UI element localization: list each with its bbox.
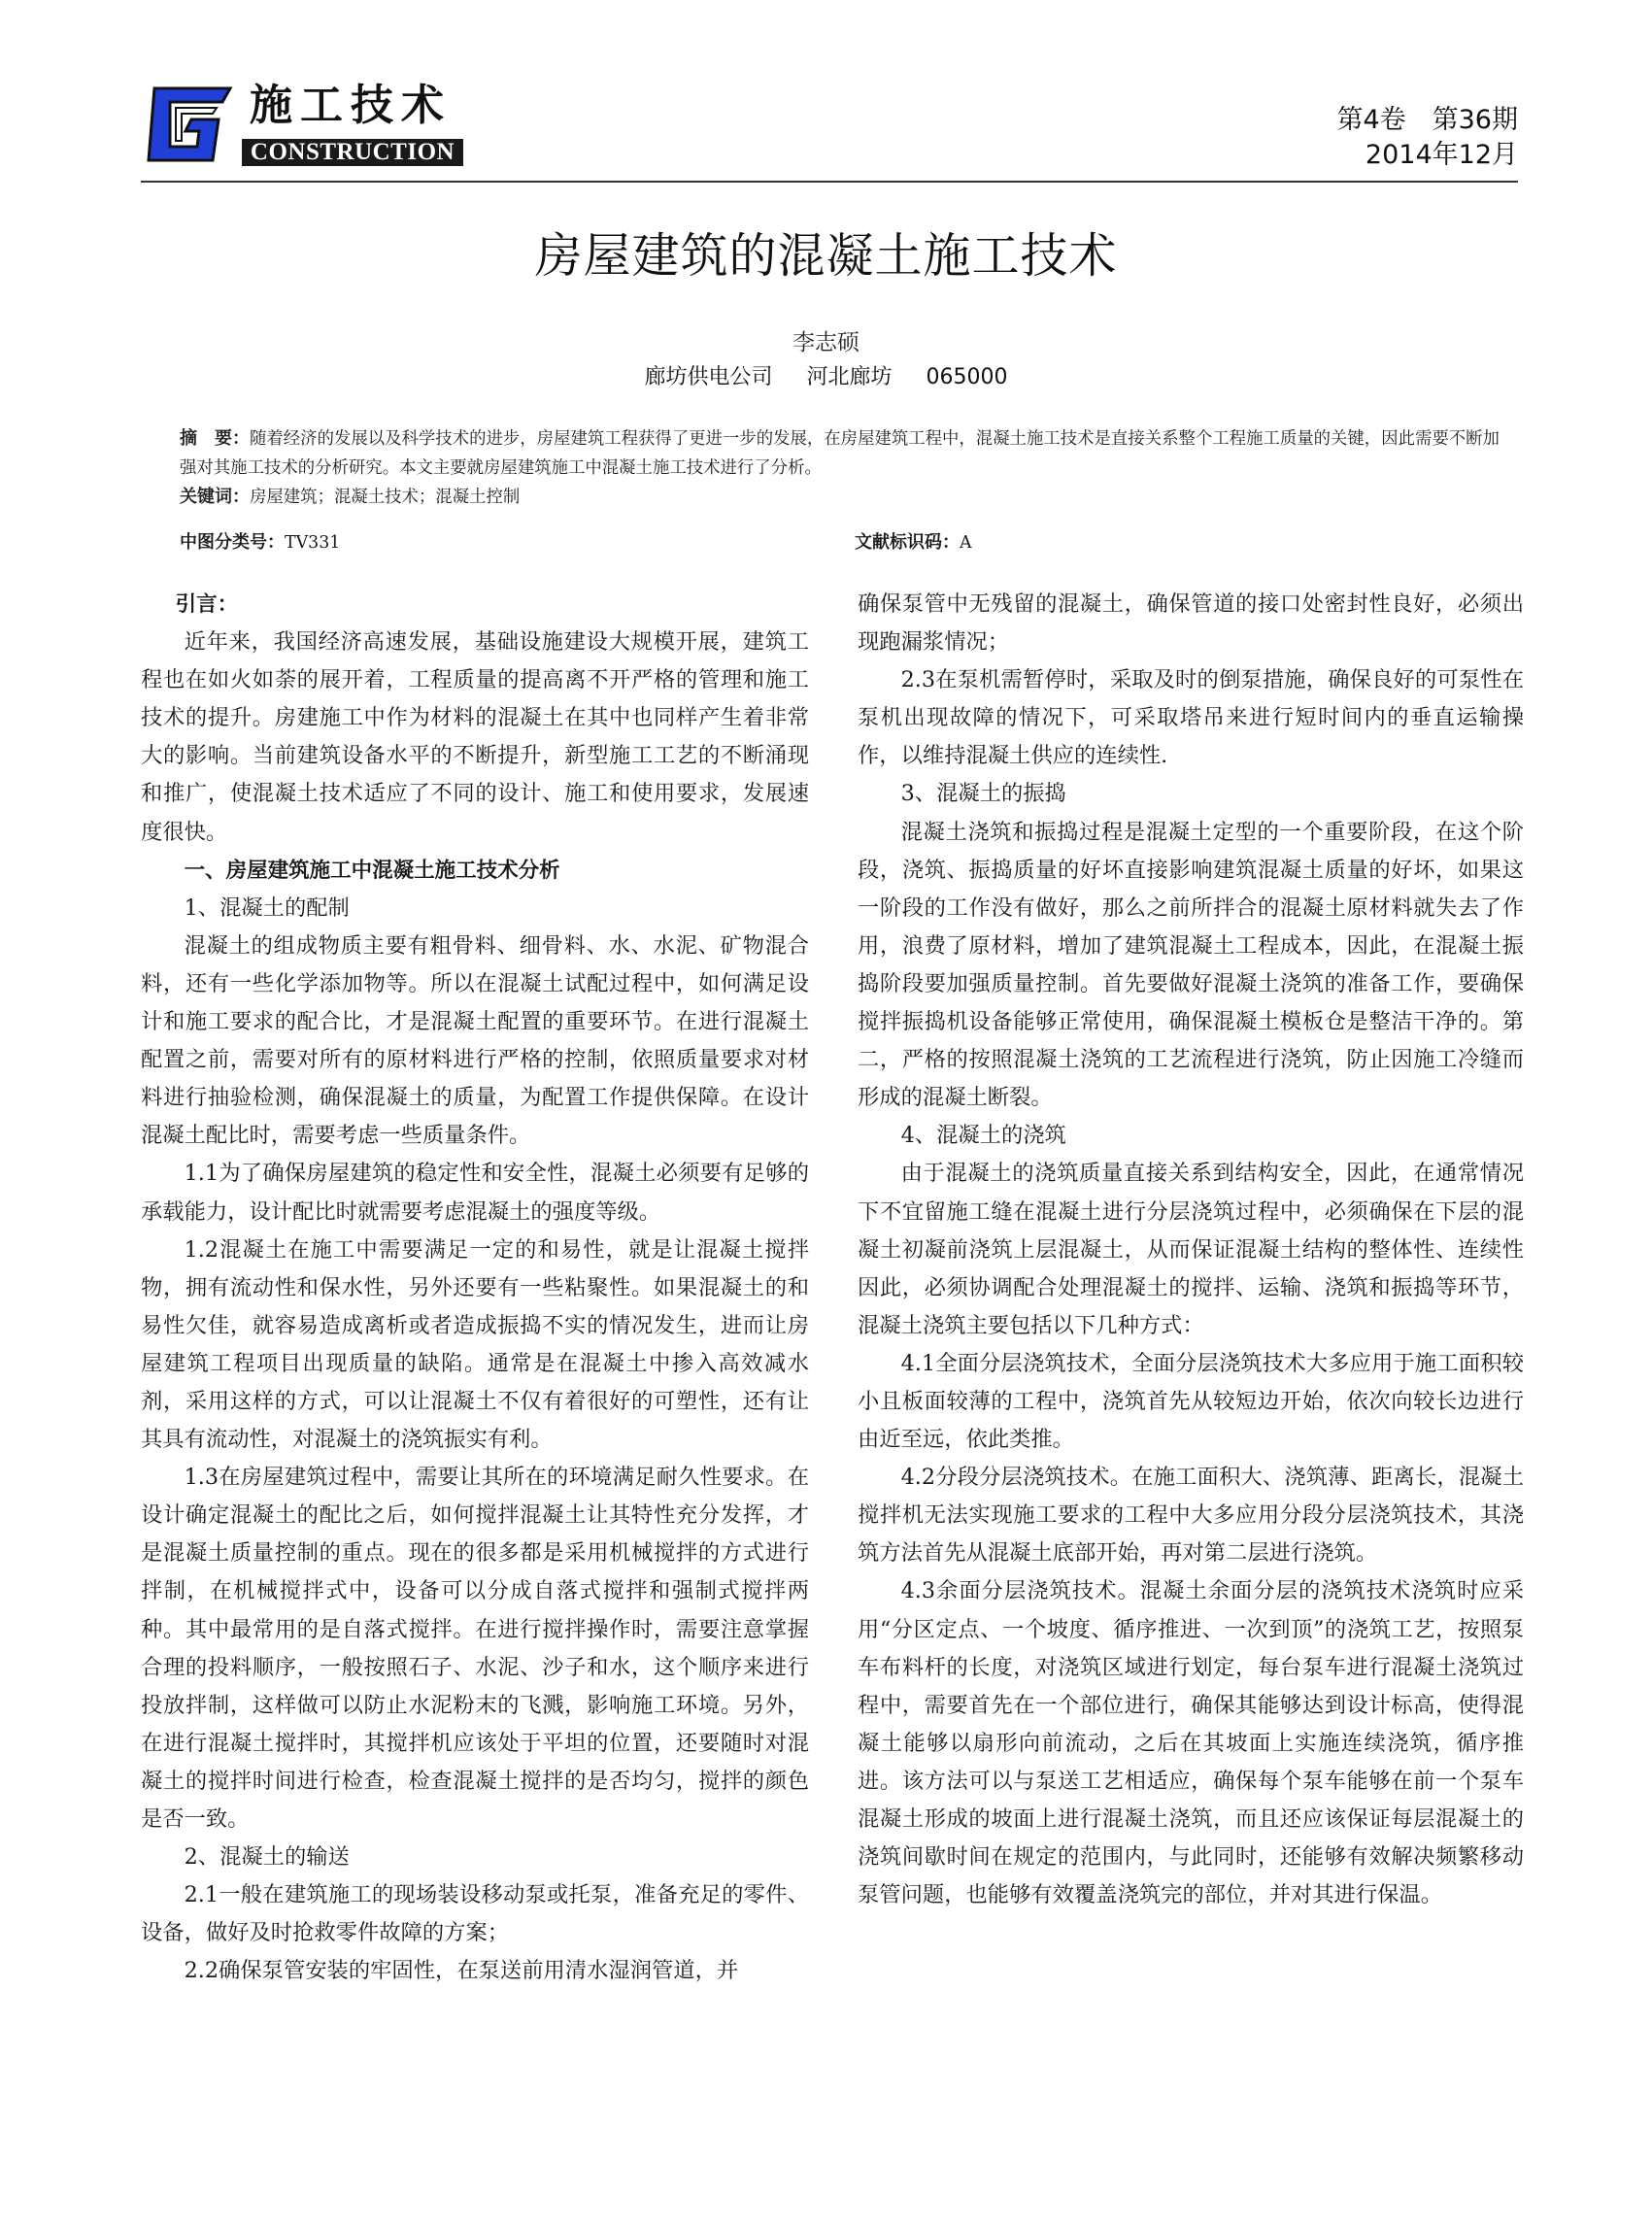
- author-affiliation: [0, 360, 1652, 390]
- section-heading: 一、房屋建筑施工中混凝土施工技术分析: [184, 858, 560, 883]
- issue-date: 2014年12月: [1365, 140, 1518, 170]
- body-paragraph: 1.3在房屋建筑过程中，需要让其所在的环境满足耐久性要求。在设计确定混凝土的配比之后，如何搅拌混凝土让其特性充分发挥，才是混凝土质量控制的重点。现在的很多都是采用机械搅拌的方式进行拌制，在机械搅拌式中，设备可以分成自落式搅拌和强制式搅拌两种。其中最常用的是自落式搅拌。在进行搅拌操作时，需要注意掌握合理的投料顺序，一般按照石子、水泥、沙子和水，这个顺序来进行投放拌制，这样做可以防止水泥粉末的飞溅，影响施工环境。另外，在进行混凝土搅拌时，其搅拌机应该处于平坦的位置，还要随时对混凝土的搅拌时间进行检查，检查混凝土搅拌的是否均匀，搅拌的颜色是否一致。: [141, 1465, 809, 1832]
- body-paragraph: 1.2混凝土在施工中需要满足一定的和易性，就是让混凝土搅拌物，拥有流动性和保水性，另外还要有一些粘聚性。如果混凝土的和易性欠佳，就容易造成离析或者造成振捣不实的情况发生，进而让房屋建筑工程项目出现质量的缺陷。通常是在混凝土中掺入高效减水剂，采用这样的方式，可以让混凝土不仅有着很好的可塑性，还有让其具有流动性，对混凝土的浇筑振实有利。: [141, 1236, 809, 1453]
- header-divider: [141, 181, 1518, 183]
- author-name: 李志硕: [792, 330, 860, 355]
- doc-value: A: [960, 533, 972, 553]
- body-paragraph: 2.1一般在建筑施工的现场装设移动泵或托泵，准备充足的零件、设备，做好及时抢救零件故障的方案；: [141, 1882, 809, 1946]
- doc-label: 文献标识码：: [855, 532, 960, 553]
- keywords-label: 关键词：: [180, 487, 250, 507]
- issue-info: [1336, 103, 1518, 173]
- clc-value: TV331: [285, 533, 341, 553]
- body-paragraph: 2.3在泵机需暂停时，采取及时的倒泵措施，确保良好的可泵性在泵机出现故障的情况下，可采取塔吊来进行短时间内的垂直运输操作，以维持混凝土供应的连续性.: [858, 667, 1524, 769]
- subsection-heading: 3、混凝土的振捣: [900, 781, 1066, 807]
- body-paragraph: 4.2分段分层浇筑技术。在施工面积大、浇筑薄、距离长，混凝土搅拌机无法实现施工要求的工程中大多应用分段分层浇筑技术，其浇筑方法首先从混凝土底部开始，再对第二层进行浇筑。: [858, 1465, 1524, 1567]
- body-paragraph: 确保泵管中无残留的混凝土，确保管道的接口处密封性良好，必须出现跑漏浆情况；: [858, 591, 1524, 656]
- volume-issue: 第4卷 第36期: [1336, 105, 1518, 135]
- body-paragraph: 混凝土浇筑和振捣过程是混凝土定型的一个重要阶段，在这个阶段，浇筑、振捣质量的好坏直接影响建筑混凝土质量的好坏，如果这一阶段的工作没有做好，那么之前所拌合的混凝土原材料就失去了作用，浪费了原材料，增加了建筑混凝土工程成本，因此，在混凝土振捣阶段要加强质量控制。首先要做好混凝土浇筑的准备工作，要确保搅拌振捣机设备能够正常使用，确保混凝土模板仓是整洁干净的。第二，严格的按照混凝土浇筑的工艺流程进行浇筑，防止因施工冷缝而形成的混凝土断裂。: [858, 819, 1524, 1111]
- logo-title: 施工技术: [250, 81, 452, 130]
- intro-heading: 引言：: [175, 592, 239, 617]
- right-column: [858, 586, 1524, 1914]
- keywords-text: 房屋建筑；混凝土技术；混凝土控制: [250, 488, 521, 507]
- body-paragraph: 由于混凝土的浇筑质量直接关系到结构安全，因此，在通常情况下不宜留施工缝在混凝土进行分层浇筑过程中，必须确保在下层的混凝土初凝前浇筑上层混凝土，从而保证混凝土结构的整体性、连续性因此，必须协调配合处理混凝土的搅拌、运输、浇筑和振捣等环节，混凝土浇筑主要包括以下几种方式：: [858, 1161, 1524, 1338]
- abstract-block: [180, 424, 1510, 512]
- classification-row: [180, 528, 1510, 557]
- abstract-text: 随着经济的发展以及科学技术的进步，房屋建筑工程获得了更进一步的发展，在房屋建筑工程中，混凝土施工技术是直接关系整个工程施工质量的关键，因此需要不断加强对其施工技术的分析研究。本文主要就房屋建筑施工中混凝土施工技术进行了分析。: [180, 429, 1500, 478]
- document-code: [855, 528, 972, 557]
- keywords-line: [180, 483, 1510, 512]
- body-paragraph: 1.1为了确保房屋建筑的稳定性和安全性，混凝土必须要有足够的承载能力，设计配比时就需要考虑混凝土的强度等级。: [141, 1161, 809, 1225]
- subsection-heading: 4、混凝土的浇筑: [900, 1123, 1066, 1149]
- left-column: [141, 586, 809, 1990]
- affiliation-postcode: 065000: [926, 365, 1008, 389]
- article-title: 房屋建筑的混凝土施工技术: [534, 228, 1118, 284]
- subsection-heading: 1、混凝土的配制: [184, 894, 350, 921]
- body-paragraph: 混凝土的组成物质主要有粗骨料、细骨料、水、水泥、矿物混合料，还有一些化学添加物等。所以在混凝土试配过程中，如何满足设计和施工要求的配合比，才是混凝土配置的重要环节。在进行混凝土配置之前，需要对所有的原材料进行严格的控制，依照质量要求对材料进行抽验检测，确保混凝土的质量，为配置工作提供保障。在设计混凝土配比时，需要考虑一些质量条件。: [141, 932, 809, 1149]
- affiliation-place: 河北廊坊: [806, 365, 893, 389]
- body-paragraph: 4.3余面分层浇筑技术。混凝土余面分层的浇筑技术浇筑时应采用“分区定点、一个坡度、循序推进、一次到顶”的浇筑工艺，按照泵车布料杆的长度，对浇筑区域进行划定，每台泵车进行混凝土浇筑过程中，需要首先在一个部位进行，确保其能够达到设计标高，使得混凝土能够以扇形向前流动，之后在其坡面上实施连续浇筑，循序推进。该方法可以与泵送工艺相适应，确保每个泵车能够在前一个泵车混凝土形成的坡面上进行混凝土浇筑，而且还应该保证每层混凝土的浇筑间歇时间在规定的范围内，与此同时，还能够有效解决频繁移动泵管问题，也能够有效覆盖浇筑完的部位，并对其进行保温。: [858, 1578, 1524, 1908]
- body-paragraph: 2.2确保泵管安装的牢固性，在泵送前用清水湿润管道，并: [184, 1958, 739, 1984]
- subsection-heading: 2、混凝土的输送: [184, 1844, 350, 1871]
- journal-logo: [141, 81, 471, 168]
- body-paragraph: 4.1全面分层浇筑技术，全面分层浇筑技术大多应用于施工面积较小且板面较薄的工程中，浇筑首先从较短边开始，依次向较长边进行由近至远，依此类推。: [858, 1350, 1524, 1453]
- affiliation-org: 廊坊供电公司: [644, 365, 773, 389]
- abstract-paragraph: [180, 424, 1510, 483]
- clc-code: [180, 528, 340, 557]
- abstract-label: 摘 要：: [180, 428, 250, 449]
- logo-subtitle: CONSTRUCTION: [242, 139, 463, 166]
- clc-label: 中图分类号：: [180, 532, 285, 553]
- body-paragraph: 近年来，我国经济高速发展，基础设施建设大规模开展，建筑工程也在如火如荼的展开着，工程质量的提高离不开严格的管理和施工技术的提升。房建施工中作为材料的混凝土在其中也同样产生着非常大的影响。当前建筑设备水平的不断提升，新型施工工艺的不断涌现和推广，使混凝土技术适应了不同的设计、施工和使用要求，发展速度很快。: [141, 629, 809, 845]
- construction-logo-icon: [141, 81, 236, 168]
